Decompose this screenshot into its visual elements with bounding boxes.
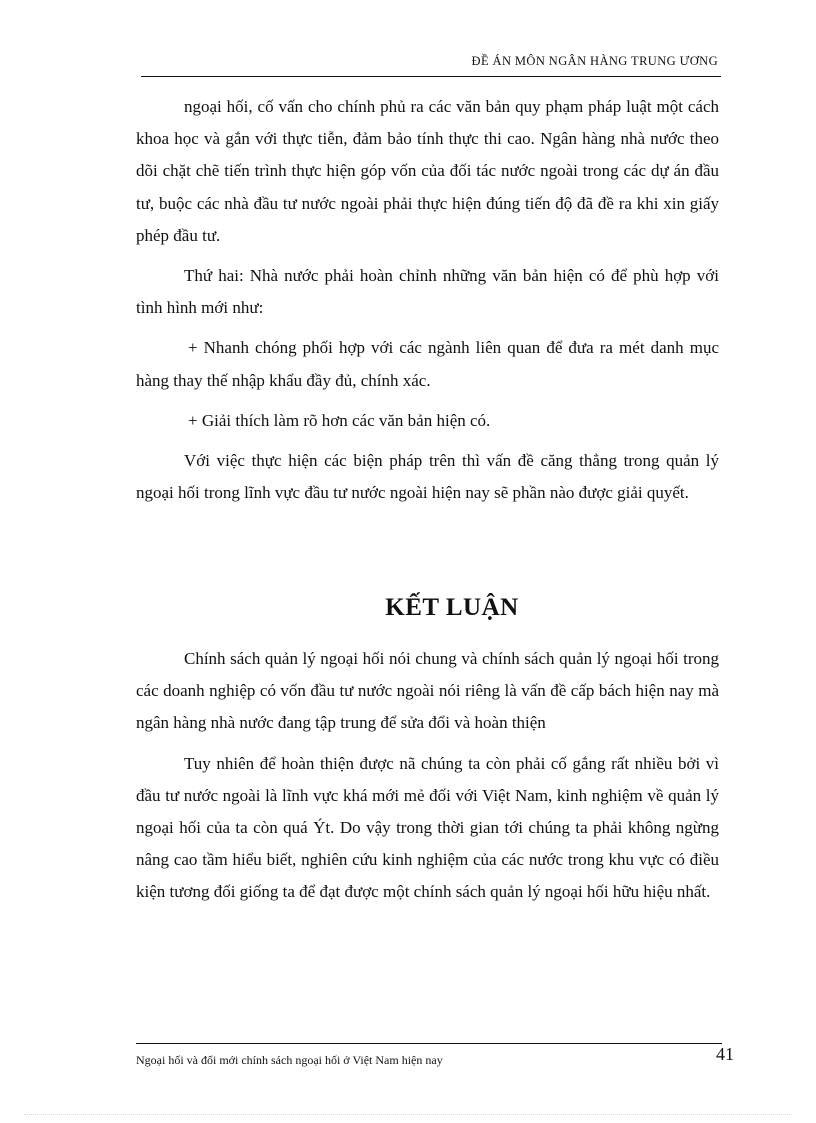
running-footer: Ngoại hối và đổi mới chính sách ngoại hối ở Việt Nam hiện nay (136, 1053, 443, 1067)
conclusion-paragraph: Chính sách quản lý ngoại hối nói chung và chính sách quản lý ngoại hối trong các doanh nghiệp có vốn đầu tư nước ngoài nói riêng là vấn đề cấp bách hiện nay mà ngân hàng nhà nước đang tập trung để sửa đổi và hoàn thiện (136, 649, 719, 733)
body-paragraph: Thứ hai: Nhà nước phải hoàn chỉnh những văn bản hiện có để phù hợp với tình hình mới như: (136, 266, 719, 318)
footer-divider (136, 1043, 722, 1044)
body-section (136, 91, 719, 509)
bullet-paragraph: + Nhanh chóng phối hợp với các ngành liên quan để đưa ra mét danh mục hàng thay thế nhập khẩu đầy đủ, chính xác. (136, 338, 719, 390)
running-header: ĐỀ ÁN MÔN NGÂN HÀNG TRUNG ƯƠNG (471, 54, 718, 68)
bullet-paragraph: + Giải thích làm rõ hơn các văn bản hiện có. (188, 410, 491, 430)
conclusion-paragraph: Tuy nhiên để hoàn thiện được nã chúng ta còn phải cố gắng rất nhiều bởi vì đầu tư nước ngoài là lĩnh vực khá mới mẻ đối với Việt Nam, kinh nghiệm về quản lý ngoại hối của ta còn quá Ýt. Do vậy trong thời gian tới chúng ta phải không ngừng nâng cao tầm hiểu biết, nghiên cứu kinh nghiệm của các nước trong khu vực có điều kiện tương đối giống ta để đạt được một chính sách quản lý ngoại hối hữu hiệu nhất. (136, 753, 719, 902)
body-paragraph: Với việc thực hiện các biện pháp trên thì vấn đề căng thẳng trong quản lý ngoại hối trong lĩnh vực đầu tư nước ngoài hiện nay sẽ phần nào được giải quyết. (136, 451, 719, 503)
header-divider (141, 76, 721, 77)
section-heading: KẾT LUẬN (385, 594, 519, 621)
conclusion-section (136, 643, 719, 909)
page-edge-dots (24, 1114, 792, 1115)
page-number: 41 (716, 1044, 734, 1064)
body-paragraph: ngoại hối, cố vấn cho chính phủ ra các văn bản quy phạm pháp luật một cách khoa học và gắn với thực tiễn, đảm bảo tính thực thi cao. Ngân hàng nhà nước theo dõi chặt chẽ tiến trình thực hiện góp vốn của đối tác nước ngoài trong các dự án đầu tư, buộc các nhà đầu tư nước ngoài phải thực hiện đúng tiến độ đã đề ra khi xin giấy phép đầu tư. (136, 97, 719, 245)
